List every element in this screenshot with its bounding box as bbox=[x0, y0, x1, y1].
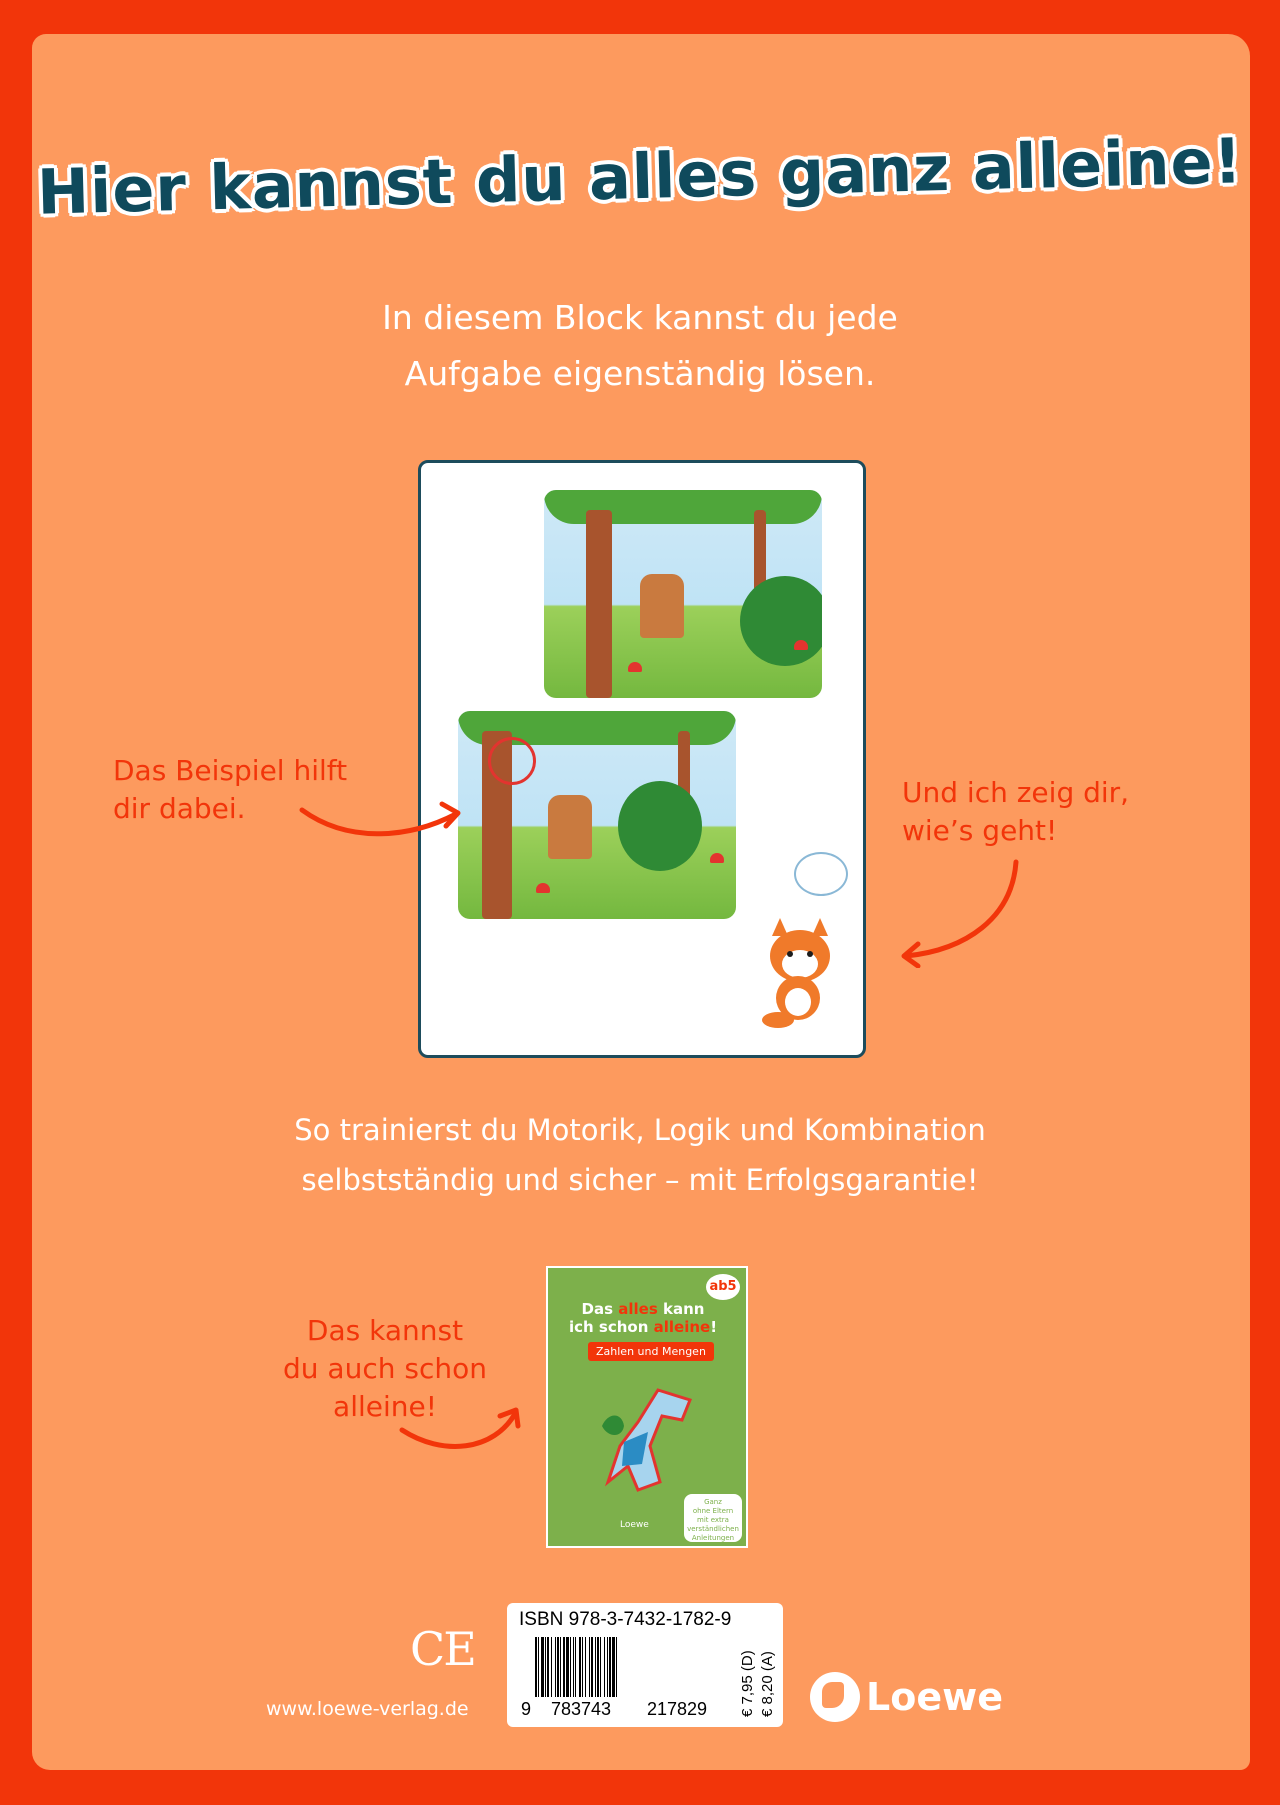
callout-book-line-3: alleine! bbox=[333, 1390, 437, 1423]
ce-mark: CE bbox=[410, 1622, 475, 1676]
title-accent: alles bbox=[618, 1300, 658, 1318]
fox-mascot-icon bbox=[758, 918, 842, 1028]
title-part: Das bbox=[581, 1300, 614, 1318]
callout-example-line-2: dir dabei. bbox=[113, 792, 246, 825]
price-germany: € 7,95 (D) bbox=[739, 1650, 756, 1717]
title-part: ich schon bbox=[568, 1318, 649, 1336]
prices bbox=[737, 1635, 783, 1719]
forest-illustration-top bbox=[544, 490, 822, 698]
topic-tag: Zahlen und Mengen bbox=[588, 1342, 714, 1361]
intro-text bbox=[0, 290, 1280, 402]
arrow-icon bbox=[398, 1404, 524, 1464]
thought-bubble-icon bbox=[794, 852, 848, 896]
related-book-title bbox=[558, 1300, 728, 1336]
loewe-logo bbox=[810, 1672, 1003, 1722]
intro-line-2: Aufgabe eigenständig lösen. bbox=[404, 354, 876, 393]
title-part: ! bbox=[710, 1318, 718, 1336]
callout-fox bbox=[902, 774, 1129, 850]
training-text bbox=[0, 1105, 1280, 1205]
callout-book-line-2: du auch schon bbox=[283, 1352, 487, 1385]
barcode-group-1: 783743 bbox=[551, 1699, 612, 1719]
arrow-icon bbox=[896, 858, 1024, 968]
badge-line: mit extra verständlichen Anleitungen bbox=[687, 1516, 739, 1542]
publisher-logo: Loewe bbox=[620, 1520, 649, 1530]
title-accent: alleine bbox=[653, 1318, 711, 1336]
intro-line-1: In diesem Block kannst du jede bbox=[382, 298, 898, 337]
barcode-group-2: 217829 bbox=[647, 1699, 708, 1719]
title-part: kann bbox=[663, 1300, 705, 1318]
training-line-2: selbstständig und sicher – mit Erfolgsgarantie! bbox=[301, 1163, 979, 1197]
lion-logo-icon bbox=[810, 1672, 860, 1722]
website-link[interactable]: www.loewe-verlag.de bbox=[266, 1698, 469, 1720]
info-badge bbox=[684, 1494, 742, 1542]
training-line-1: So trainierst du Motorik, Logik und Kombination bbox=[294, 1113, 986, 1147]
barcode-bars bbox=[535, 1637, 735, 1697]
age-badge: ab5 bbox=[706, 1274, 740, 1300]
callout-fox-line-2: wie’s geht! bbox=[902, 814, 1058, 847]
forest-illustration-bottom bbox=[458, 711, 736, 919]
isbn-number: ISBN 978-3-7432-1782-9 bbox=[519, 1609, 732, 1630]
callout-example-line-1: Das Beispiel hilft bbox=[113, 754, 348, 787]
loewe-logo-text: Loewe bbox=[866, 1675, 1003, 1719]
barcode-digit-first: 9 bbox=[521, 1699, 532, 1719]
badge-line: Ganz bbox=[704, 1498, 722, 1506]
callout-book-line-1: Das kannst bbox=[306, 1314, 464, 1347]
callout-fox-line-1: Und ich zeig dir, bbox=[902, 776, 1130, 809]
headline: Hier kannst du alles ganz alleine! bbox=[36, 124, 1244, 229]
dinosaur-illustration-icon bbox=[598, 1386, 698, 1506]
badge-line: ohne Eltern bbox=[692, 1507, 734, 1515]
barcode bbox=[507, 1603, 783, 1727]
price-austria: € 8,20 (A) bbox=[759, 1651, 776, 1717]
related-book-cover[interactable] bbox=[546, 1266, 748, 1548]
highlight-circle bbox=[488, 737, 536, 785]
arrow-icon bbox=[296, 784, 466, 844]
